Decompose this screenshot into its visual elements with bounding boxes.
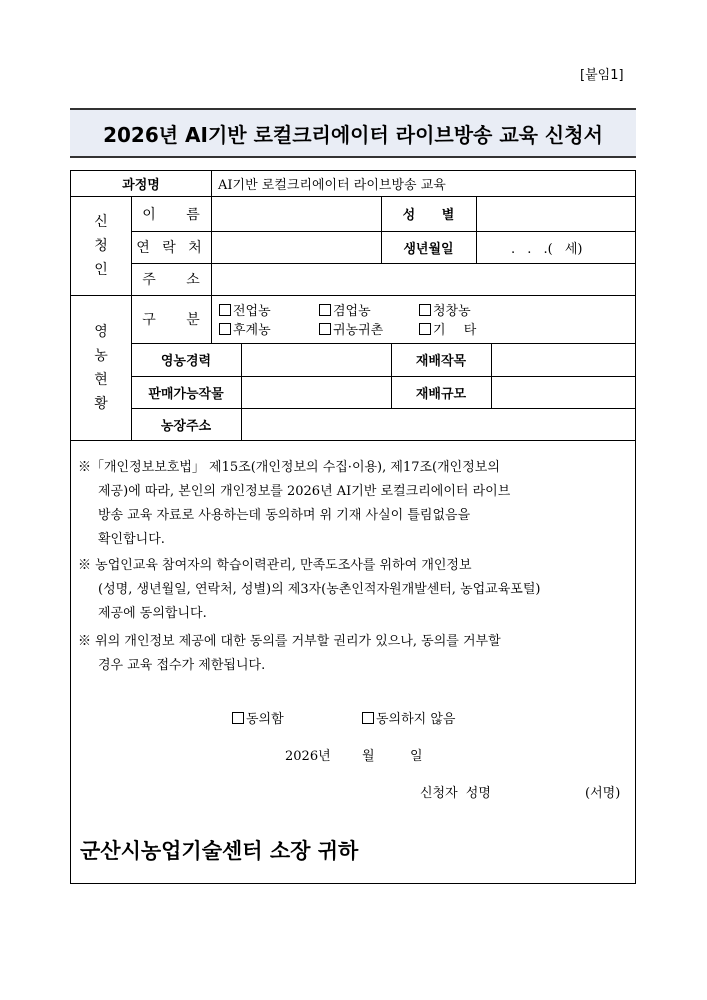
scale-label: 재배규모 xyxy=(415,386,467,402)
option-other[interactable]: 기 타 xyxy=(419,319,476,338)
address-field[interactable] xyxy=(212,264,634,294)
birth-label: 생년월일 xyxy=(403,241,454,257)
course-value: AI기반 로컬크리에이터 라이브방송 교육 xyxy=(218,178,446,193)
date-month: 월 xyxy=(362,749,375,764)
date-year: 2026년 xyxy=(285,749,331,764)
form-title-bar xyxy=(70,108,636,158)
consent-line: ※ 농업인교육 참여자의 학습이력관리, 만족도조사를 위하여 개인정보 xyxy=(78,558,472,573)
applicant-char: 청 xyxy=(94,237,108,254)
farming-char: 영 xyxy=(94,323,108,340)
recipient-line: 군산시농업기술센터 소장 귀하 xyxy=(80,838,359,863)
option-young-farmer[interactable]: 청창농 xyxy=(419,300,471,319)
row-divider xyxy=(71,440,635,441)
consent-line: 확인합니다. xyxy=(98,532,165,547)
option-return-farm[interactable]: 귀농귀촌 xyxy=(319,319,383,338)
scale-field[interactable] xyxy=(492,377,634,407)
checkbox-icon xyxy=(319,323,331,335)
phone-field[interactable] xyxy=(212,232,380,262)
crop-field[interactable] xyxy=(492,344,634,375)
consent-line: (성명, 생년월일, 연락처, 성별)의 제3자(농촌인적자원개발센터, 농업교육포털) xyxy=(98,582,541,597)
form-title: 2026년 AI기반 로컬크리에이터 라이브방송 교육 신청서 xyxy=(103,122,603,147)
option-full-time[interactable]: 전업농 xyxy=(219,300,271,319)
gender-field[interactable] xyxy=(477,197,634,230)
applicant-section-label xyxy=(71,196,131,295)
checkbox-icon xyxy=(232,712,244,724)
name-field[interactable] xyxy=(212,197,380,230)
address-label: 주 소 xyxy=(142,272,200,288)
farming-char: 현 xyxy=(94,371,108,388)
checkbox-icon xyxy=(362,712,374,724)
gender-label: 성 별 xyxy=(402,208,455,223)
option-part-time[interactable]: 겸업농 xyxy=(319,300,371,319)
crop-label: 재배작목 xyxy=(415,354,467,369)
consent-line: 경우 교육 접수가 제한됩니다. xyxy=(98,658,266,673)
agree-checkbox[interactable]: 동의함 xyxy=(232,708,284,727)
consent-line: 방송 교육 자료로 사용하는데 동의하며 위 기재 사실이 틀림없음을 xyxy=(98,508,471,523)
option-successor[interactable]: 후계농 xyxy=(219,319,271,338)
sales-crop-label: 판매가능작물 xyxy=(148,386,224,402)
consent-line: 제공)에 따라, 본인의 개인정보를 2026년 AI기반 로컬크리에이터 라이브 xyxy=(98,484,511,499)
experience-label: 영농경력 xyxy=(160,354,212,369)
attachment-label: [붙임1] xyxy=(580,68,624,83)
checkbox-icon xyxy=(219,323,231,335)
consent-paragraph-1 xyxy=(78,456,634,552)
name-label: 이 름 xyxy=(142,206,200,223)
category-label: 구 분 xyxy=(142,312,200,328)
applicant-name-label: 신청자 성명 xyxy=(420,786,491,801)
consent-line: ※「개인정보보호법」 제15조(개인정보의 수집·이용), 제17조(개인정보의 xyxy=(78,460,500,475)
course-label: 과정명 xyxy=(122,178,160,193)
consent-line: 제공에 동의합니다. xyxy=(98,606,207,621)
disagree-checkbox[interactable]: 동의하지 않음 xyxy=(362,708,455,727)
phone-label: 연 락 처 xyxy=(136,240,206,256)
col-divider xyxy=(211,171,212,196)
applicant-char: 인 xyxy=(94,261,108,278)
experience-field[interactable] xyxy=(242,344,390,375)
date-day: 일 xyxy=(410,749,423,764)
signature-label: (서명) xyxy=(585,786,621,801)
farming-section-label xyxy=(71,295,131,440)
birth-field[interactable]: . . .( 세) xyxy=(511,241,583,257)
checkbox-icon xyxy=(219,304,231,316)
consent-paragraph-3 xyxy=(78,630,634,678)
applicant-char: 신 xyxy=(94,213,108,230)
sales-crop-field[interactable] xyxy=(242,377,390,407)
consent-paragraph-2 xyxy=(78,554,634,626)
farming-char: 황 xyxy=(94,395,108,412)
checkbox-icon xyxy=(419,323,431,335)
checkbox-icon xyxy=(419,304,431,316)
farming-char: 농 xyxy=(94,347,108,364)
farm-address-field[interactable] xyxy=(242,409,634,439)
farm-address-label: 농장주소 xyxy=(160,418,212,434)
consent-line: ※ 위의 개인정보 제공에 대한 동의를 거부할 권리가 있으나, 동의를 거부할 xyxy=(78,634,501,649)
checkbox-icon xyxy=(319,304,331,316)
